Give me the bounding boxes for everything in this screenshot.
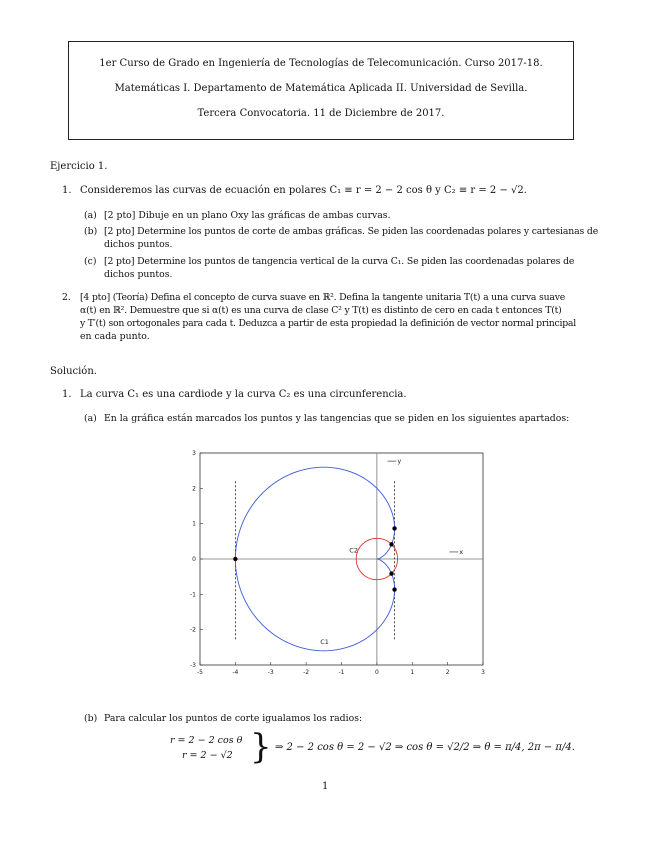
q1-number: 1. (62, 185, 72, 196)
y-tick-label: 0 (192, 556, 196, 563)
header-line-1: 1er Curso de Grado en Ingeniería de Tecnologías de Telecomunicación. Curso 2017-18. (99, 58, 543, 69)
label-c2: C2 (349, 546, 358, 555)
x-tick-label: 3 (481, 669, 485, 676)
equation-top: r = 2 − 2 cos θ (170, 735, 243, 746)
q2-number: 2. (62, 292, 71, 303)
y-tick-label: 2 (192, 485, 196, 493)
q1b-label: (b) (84, 226, 98, 237)
sb-label: (b) (84, 713, 98, 724)
page-number: 1 (322, 781, 329, 792)
header-line-2: Matemáticas I. Departamento de Matemática Aplicada II. Universidad de Sevilla. (114, 83, 528, 94)
marked-point (389, 571, 393, 575)
brace: } (250, 727, 272, 767)
marked-point (389, 542, 393, 546)
q2-line-4: en cada punto. (80, 331, 150, 342)
y-tick-label: -1 (190, 591, 196, 599)
s1-number: 1. (62, 389, 72, 400)
equation-bottom: r = 2 − √2 (182, 750, 233, 761)
x-tick-label: -1 (338, 669, 345, 676)
x-tick-label: 1 (410, 669, 415, 676)
label-c1: C1 (320, 637, 329, 646)
s1-text: La curva C₁ es una cardiode y la curva C₂ es una circunferencia. (80, 389, 407, 400)
q1b-line-1: [2 pto] Determine los puntos de corte de ambas gráficas. Se piden las coordenadas polares y cartesianas de (104, 226, 599, 237)
y-tick-label: -3 (190, 662, 196, 669)
sb-text: Para calcular los puntos de corte igualamos los radios: (104, 713, 363, 724)
polar-plot (180, 445, 490, 680)
q1c-label: (c) (84, 256, 97, 267)
q1-text: Consideremos las curvas de ecuación en polares C₁ ≡ r = 2 − 2 cos θ y C₂ ≡ r = 2 − √2. (80, 185, 527, 196)
q2-line-2: α(t) en ℝ². Demuestre que si α(t) es una curva de clase C² y T(t) es distinto de cero en cada t entonces T(t) (80, 305, 562, 316)
header-line-3: Tercera Convocatoria. 11 de Diciembre de 2017. (197, 108, 445, 119)
marked-point (392, 526, 396, 530)
q1a-text: [2 pto] Dibuje en un plano Oxy las gráficas de ambas curvas. (104, 210, 391, 221)
y-axis-label: y (397, 457, 402, 466)
sa-text: En la gráfica están marcados los puntos y las tangencias que se piden en los siguientes apartados: (104, 413, 570, 424)
header-box (68, 41, 574, 140)
y-tick-label: -2 (190, 626, 196, 634)
marked-point (392, 587, 396, 591)
x-tick-label: 0 (374, 669, 379, 676)
solution-title: Solución. (50, 366, 97, 377)
sa-label: (a) (84, 413, 97, 424)
q1c-line-2: dichos puntos. (104, 269, 173, 280)
q1a-label: (a) (84, 210, 97, 221)
q1b-line-2: dichos puntos. (104, 239, 173, 250)
equation-rhs: ⇒ 2 − 2 cos θ = 2 − √2 ⇒ cos θ = √2/2 ⇒ θ = π/4, 2π − π/4. (275, 742, 575, 753)
x-tick-label: -5 (197, 669, 203, 676)
x-tick-label: -2 (303, 669, 310, 676)
marked-point (233, 557, 237, 561)
x-tick-label: -3 (267, 669, 274, 676)
q1c-line-1: [2 pto] Determine los puntos de tangencia vertical de la curva C₁. Se piden las coordenadas polares de (104, 256, 575, 267)
x-axis-label: x (459, 547, 464, 556)
y-tick-label: 3 (192, 450, 196, 457)
x-tick-label: 2 (445, 669, 450, 676)
q2-line-3: y T′(t) son ortogonales para cada t. Deduzca a partir de esta propiedad la definición de vector normal principal (80, 318, 576, 329)
exercise-title: Ejercicio 1. (50, 161, 108, 172)
y-tick-label: 1 (192, 520, 196, 528)
x-tick-label: -4 (232, 669, 239, 676)
q2-line-1: [4 pto] (Teoría) Defina el concepto de curva suave en ℝ². Defina la tangente unitaria T(t) a una curva suave (80, 292, 566, 303)
